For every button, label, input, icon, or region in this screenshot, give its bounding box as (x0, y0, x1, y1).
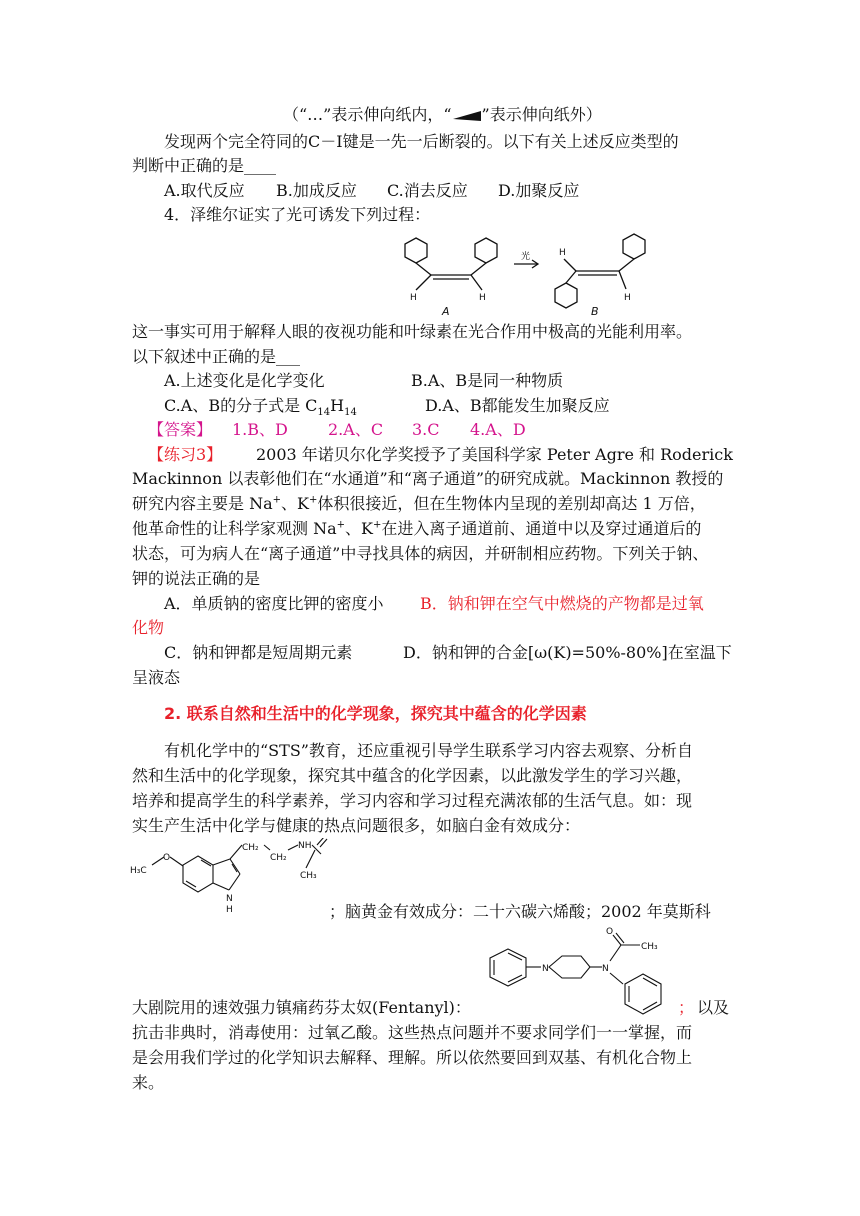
q4-option-b: B.A、B是同一种物质 (411, 371, 564, 390)
label-h-a1: H (410, 293, 417, 303)
para-line6-end: 以及 (697, 998, 730, 1017)
formula-c-subscript: 14 (317, 407, 331, 419)
label-o: O (606, 927, 614, 937)
na-text: 他革命性的让科学家观测 Na (132, 519, 337, 538)
para-line1: 有机化学中的“STS”教育，还应重视引导学生联系学习内容去观察、分析自 (164, 741, 693, 760)
label-h-a2: H (479, 293, 486, 303)
q3-option-c: C.消去反应 (387, 181, 468, 200)
para-line4: 实生产生活中化学与健康的热点问题很多，如脑白金有效成分： (132, 816, 581, 835)
exercise-3-option-d: D．钠和钾的合金[ω(K)=50%-80%]在室温下 (403, 643, 732, 662)
exercise-3-line1: 2003 年诺贝尔化学奖授予了美国科学家 Peter Agre 和 Roderick (256, 445, 733, 464)
exercise-3-line4 (132, 518, 701, 540)
q4-option-c (164, 395, 357, 417)
label-nh: NH (298, 841, 312, 851)
label-h-b2: H (624, 293, 631, 303)
q3-option-a: A.取代反应 (164, 181, 245, 200)
note-close: ”表示伸向纸外） (481, 105, 602, 124)
label-h3c: H₃C (130, 866, 147, 876)
q4-option-a: A.上述变化是化学变化 (164, 371, 325, 390)
label-n: N (226, 894, 233, 904)
wedge-bond-icon (452, 110, 482, 122)
q3-option-b: B.加成反应 (276, 181, 357, 200)
para-line2: 然和生活中的化学现象，探究其中蕴含的化学因素，以此激发学生的学习兴趣， (132, 766, 693, 785)
formula-h-subscript: 14 (344, 407, 357, 419)
label-n-piperidine: N (542, 964, 549, 974)
exercise-3-option-d-cont: 呈液态 (132, 668, 181, 687)
para-line9: 来。 (132, 1073, 165, 1092)
na-text: 研究内容主要是 Na (132, 494, 273, 513)
exercise-3-option-a: A．单质钠的密度比钾的密度小 (164, 594, 384, 613)
formula-c: C.A、B的分子式是 C (164, 396, 318, 415)
exercise-3-option-c: C．钠和钾都是短周期元素 (164, 643, 353, 662)
label-isomer-b: B (591, 305, 599, 318)
para-line8: 是会用我们学过的化学知识去解释、理解。所以依然要回到双基、有机化合物上 (132, 1048, 693, 1067)
section-heading: 2. 联系自然和生活中的化学现象，探究其中蕴含的化学因素 (164, 704, 587, 723)
stilbene-isomerization-diagram (386, 228, 664, 318)
label-ch3: CH₃ (300, 871, 317, 881)
label-h-b1: H (559, 248, 566, 258)
exercise-3-line2: Mackinnon 以表彰他们在“水通道”和“离子通道”的研究成就。Mackinnon 教授的 (132, 469, 724, 488)
k-charge: + (309, 494, 318, 506)
para-line3: 培养和提高学生的科学素养，学习内容和学习过程充满浓郁的生活气息。如：现 (132, 791, 693, 810)
answer-item-2: 2.A、C (328, 420, 384, 439)
exercise-3-option-b: B．钠和钾在空气中燃烧的产物都是过氧 (420, 594, 704, 613)
exercise-3-option-b-cont: 化物 (132, 618, 165, 637)
wedge-note (283, 104, 602, 126)
answer-item-1: 1.B、D (232, 420, 288, 439)
label-ch2-1: CH₂ (242, 843, 259, 853)
na-charge: + (336, 519, 346, 531)
q4-text-line1: 这一事实可用于解释人眼的夜视功能和叶绿素在光合作用中极高的光能利用率。 (132, 322, 693, 341)
exercise-3-line5: 状态，可为病人在“离子通道”中寻找具体的病因，并研制相应药物。下列关于钠、 (132, 544, 709, 563)
line4-rest: 在进入离子通道前、通道中以及穿过通道后的 (381, 519, 702, 538)
k-text: 、K (281, 494, 309, 513)
para-line5: ；脑黄金有效成分：二十六碳六烯酸；2002 年莫斯科 (329, 902, 711, 921)
answer-label: 【答案】 (148, 420, 213, 439)
q3-text-line2: 判断中正确的是____ (132, 156, 277, 175)
k-charge: + (373, 519, 382, 531)
label-o: O (163, 853, 171, 863)
exercise-3-line6: 钾的说法正确的是 (132, 569, 261, 588)
formula-h: H (330, 396, 345, 415)
melatonin-structure (128, 838, 338, 920)
label-ch3: CH₃ (641, 942, 658, 952)
q4-title: 4．泽维尔证实了光可诱发下列过程： (164, 205, 431, 224)
exercise-3-line3 (132, 493, 706, 515)
exercise-3-label: 【练习3】 (148, 445, 223, 464)
label-n-amide: N (602, 964, 609, 974)
fentanyl-structure (478, 925, 678, 1017)
para-line7: 抗击非典时，消毒使用：过氧乙酸。这些热点问题并不要求同学们一一掌握，而 (132, 1023, 693, 1042)
label-ch2-2: CH₂ (270, 853, 287, 863)
answer-item-3: 3.C (412, 420, 440, 439)
label-h: H (226, 905, 233, 915)
para-line6: 大剧院用的速效强力镇痛药芬太奴(Fentanyl)： (132, 998, 471, 1017)
k-text: 、K (345, 519, 373, 538)
q4-option-d: D.A、B都能发生加聚反应 (425, 396, 610, 415)
label-light: 光 (521, 252, 531, 262)
q4-text-line2: 以下叙述中正确的是___ (132, 347, 301, 366)
na-charge: + (272, 494, 282, 506)
para-line6-semicolon: ； (678, 998, 695, 1017)
label-isomer-a: A (442, 305, 450, 318)
line3-rest: 体积很接近，但在生物体内呈现的差别却高达 1 万倍， (317, 494, 706, 513)
q3-text-line1: 发现两个完全符同的C－I键是一先一后断裂的。以下有关上述反应类型的 (164, 132, 679, 151)
q3-option-d: D.加聚反应 (498, 181, 580, 200)
note-open: （“…”表示伸向纸内，“ (283, 105, 452, 124)
answer-item-4: 4.A、D (470, 420, 526, 439)
